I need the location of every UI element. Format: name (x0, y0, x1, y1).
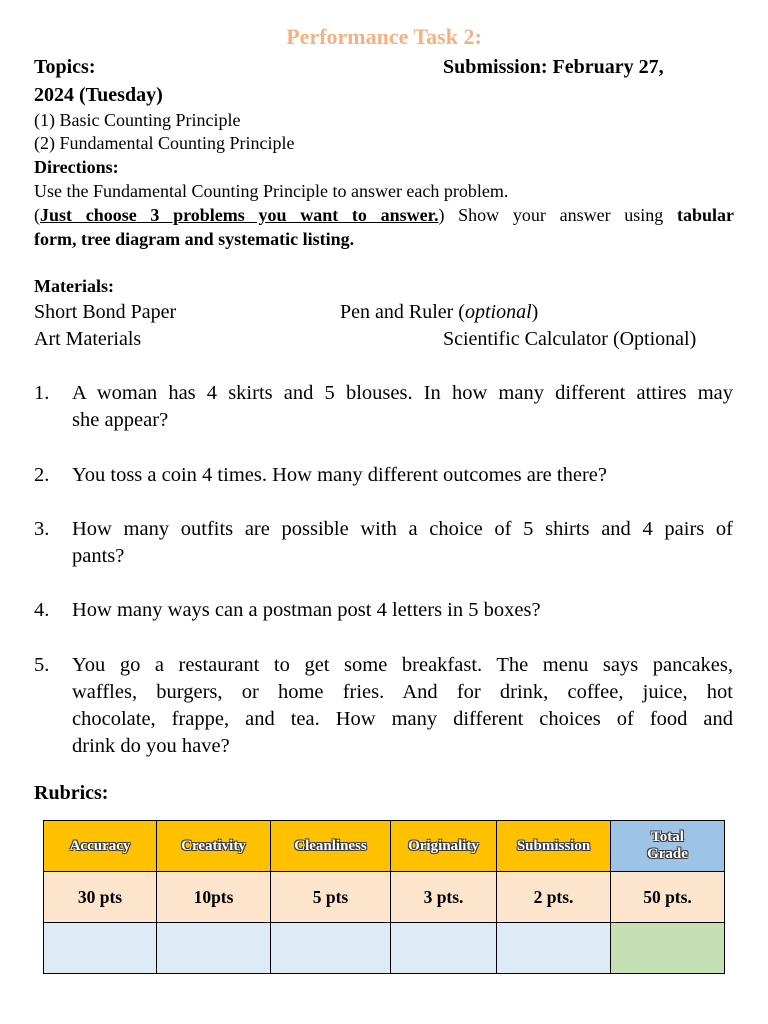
rubric-header-row (44, 821, 725, 872)
problem-1 (72, 380, 733, 434)
topics-label: Topics: (34, 56, 96, 78)
rubrics-label: Rubrics: (34, 782, 109, 804)
problem-5-line-2: waffles, burgers, or home fries. And for drink, coffee, juice, hot (72, 681, 733, 703)
material-calculator: Scientific Calculator (Optional) (443, 328, 697, 350)
rubric-header-total-grade (611, 821, 725, 872)
problem-3 (72, 516, 733, 570)
rubric-points-creativity: 10pts (157, 872, 271, 923)
rubric-score-accuracy (44, 923, 157, 974)
rubric-score-originality (391, 923, 497, 974)
rubric-table (43, 820, 725, 974)
problem-5-line-1: You go a restaurant to get some breakfast. The menu says pancakes, (72, 654, 733, 676)
topic-1: (1) Basic Counting Principle (34, 110, 241, 130)
rubric-points-cleanliness: 5 pts (271, 872, 391, 923)
problem-5-line-3: chocolate, frappe, and tea. How many different choices of food and (72, 708, 733, 730)
rubric-points-accuracy: 30 pts (44, 872, 157, 923)
problem-2-number: 2. (34, 464, 50, 486)
material-pen-ruler-text: Pen and Ruler ( (340, 301, 465, 323)
rubric-score-total (611, 923, 725, 974)
choose-instruction (34, 205, 734, 226)
choose-bold-end: tabular (677, 205, 735, 225)
problem-5-number: 5. (34, 654, 50, 676)
choose-instruction-line2: form, tree diagram and systematic listing. (34, 229, 355, 249)
material-pen-ruler-end: ) (531, 301, 539, 323)
problem-4-number: 4. (34, 599, 50, 621)
rubric-header-creativity: Creativity (157, 821, 271, 872)
problem-5-line-4: drink do you have? (72, 735, 230, 757)
problem-1-line-1: A woman has 4 skirts and 5 blouses. In how many different attires may (72, 382, 733, 404)
rubric-header-grade: Grade (647, 846, 688, 862)
problem-2-line-1: You toss a coin 4 times. How many different outcomes are there? (72, 464, 607, 486)
rubric-header-submission: Submission (497, 821, 611, 872)
page-title: Performance Task 2: (286, 24, 482, 49)
rubric-points-originality: 3 pts. (391, 872, 497, 923)
submission-date-continued: 2024 (Tuesday) (34, 84, 163, 106)
material-pen-ruler (340, 301, 538, 324)
problem-3-line-1: How many outfits are possible with a choice of 5 shirts and 4 pairs of (72, 518, 733, 540)
choose-suffix: ) Show your answer using (438, 205, 664, 225)
problem-4-line-1: How many ways can a postman post 4 letters in 5 boxes? (72, 599, 541, 621)
submission-date: Submission: February 27, (443, 56, 664, 78)
rubric-points-total: 50 pts. (611, 872, 725, 923)
rubric-points-submission: 2 pts. (497, 872, 611, 923)
rubric-header-cleanliness: Cleanliness (271, 821, 391, 872)
rubric-score-submission (497, 923, 611, 974)
material-bond-paper: Short Bond Paper (34, 301, 177, 323)
rubric-score-cleanliness (271, 923, 391, 974)
problem-2 (72, 462, 733, 489)
problem-4 (72, 597, 733, 624)
problem-5 (72, 652, 733, 760)
topic-2: (2) Fundamental Counting Principle (34, 133, 295, 153)
choose-prefix: ( (34, 205, 40, 225)
rubric-header-originality: Originality (391, 821, 497, 872)
material-optional-italic: optional (464, 301, 532, 323)
problem-3-line-2: pants? (72, 545, 125, 567)
rubric-score-creativity (157, 923, 271, 974)
rubric-points-row (44, 872, 725, 923)
choose-underlined: Just choose 3 problems you want to answer. (40, 205, 439, 225)
problem-1-number: 1. (34, 382, 50, 404)
directions-label: Directions: (34, 157, 119, 177)
materials-label: Materials: (34, 276, 114, 296)
material-art: Art Materials (34, 328, 142, 350)
rubric-header-total: Total (651, 829, 684, 845)
problem-1-line-2: she appear? (72, 409, 169, 431)
directions-text: Use the Fundamental Counting Principle to answer each problem. (34, 181, 509, 201)
problem-3-number: 3. (34, 518, 50, 540)
rubric-header-accuracy: Accuracy (44, 821, 157, 872)
rubric-score-row (44, 923, 725, 974)
